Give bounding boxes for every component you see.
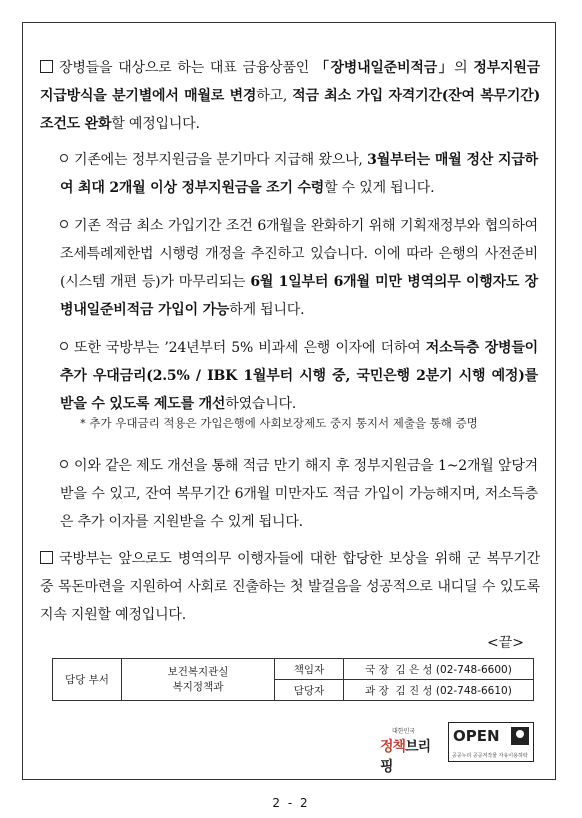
text: 국방부는 앞으로도 병역의무 이행자들에 대한 합당한 보상을 위해 군 복무기간 중 목돈마련을 지원하여 사회로 진출하는 첫 발걸음을 성공적으로 내디딜 수 있도록 지속 지원할 예정입니다.	[40, 551, 540, 623]
text: 하게 됩니다.	[229, 302, 305, 318]
bullet-paragraph-1	[40, 54, 540, 138]
page-number: 2 - 2	[272, 796, 310, 810]
logo-caption: 공공누리 공공저작물 자유이용허락	[452, 753, 528, 759]
square-bullet-icon	[40, 551, 53, 564]
text: 이와 같은 제도 개선을 통해 적금 만기 해지 후 정부지원금을 1~2개월 앞당겨 받을 수 있고, 잔여 복무기간 6개월 미만자도 적금 가입이 가능해지며, 저소득층은 추가 이자를 지원받을 수 있게 됩니다.	[60, 458, 538, 530]
circle-bullet-icon	[60, 460, 68, 468]
bold-text: 저소득층 장병들이 추가 우대금리(2.5% / IBK 1월부터 시행 중, 국민은행 2분기 시행 예정)를 받을 수 있도록 제도를 개선	[60, 340, 538, 412]
logo-small-text: 대한민국	[392, 728, 416, 735]
text: 할 예정입니다.	[111, 116, 200, 132]
logo-area	[378, 720, 538, 775]
text: 또한 국방부는 ’24년부터 5% 비과세 은행 이자에 더하여	[74, 340, 426, 356]
bold-text: 3월부터는 매월 정산 지급하여 최대 2개월 이상 정부지원금을 조기 수령	[60, 152, 538, 196]
sub-paragraph-1	[60, 146, 538, 202]
role-cell-1: 책임자	[275, 659, 344, 680]
text: 장병들을 대상으로 하는 대표 금융상품인	[59, 60, 315, 76]
text: 의	[454, 60, 474, 76]
circle-bullet-icon	[60, 220, 68, 228]
logo-big-text	[380, 736, 442, 776]
bullet-paragraph-2	[40, 545, 540, 629]
text: 기존에는 정부지원금을 분기마다 지급해 왔으나,	[74, 152, 368, 168]
person-cell-2: 과 장 김 진 성 (02-748-6610)	[344, 680, 534, 701]
kogl-open-logo	[448, 722, 534, 762]
circle-bullet-icon	[60, 342, 68, 350]
sub-paragraph-2	[60, 212, 538, 324]
end-mark: <끝>	[487, 635, 524, 651]
logo-text-b: 브리핑	[380, 739, 431, 775]
square-bullet-icon	[40, 60, 53, 73]
dept-label-cell: 담당 부서	[53, 659, 122, 701]
sub-paragraph-4	[60, 452, 538, 536]
dept-name-line2: 복지정책과	[172, 680, 224, 693]
text: 할 수 있게 됩니다.	[324, 180, 435, 196]
role-cell-2: 담당자	[275, 680, 344, 701]
contact-table	[52, 658, 534, 701]
bold-text: 「장병내일준비적금」	[315, 60, 455, 76]
open-text: OPEN	[453, 727, 500, 745]
person-icon	[511, 727, 529, 745]
bold-text: 적금 최소 가입 자격기간(잔여 복무기간) 조건도 완화	[40, 88, 540, 132]
footnote: * 추가 우대금리 적용은 가입은행에 사회보장제도 중지 통지서 제출을 통해 증명	[80, 416, 478, 430]
person-cell-1: 국 장 김 은 성 (02-748-6600)	[344, 659, 534, 680]
bold-text: 6월 1일부터 6개월 미만 병역의무 이행자도 장병내일준비적금 가입이 가능	[60, 274, 538, 318]
bold-text: 정부지원금 지급방식을 분기별에서 매월로 변경	[40, 60, 540, 104]
text: 하고,	[256, 88, 293, 104]
policy-briefing-logo	[378, 724, 442, 775]
text: 기존 적금 최소 가입기간 조건 6개월을 완화하기 위해 기획재정부와 협의하여 조세특례제한법 시행령 개정을 추진하고 있습니다. 이에 따라 은행의 사전준비(시스템 개편 등)가 마무리되는	[60, 218, 538, 290]
dept-name-cell	[122, 659, 275, 701]
logo-text-a: 정책	[380, 739, 406, 755]
text: 하였습니다.	[225, 396, 297, 412]
dept-name-line1: 보건복지관실	[167, 665, 229, 678]
circle-bullet-icon	[60, 154, 68, 162]
sub-paragraph-3	[60, 334, 538, 418]
